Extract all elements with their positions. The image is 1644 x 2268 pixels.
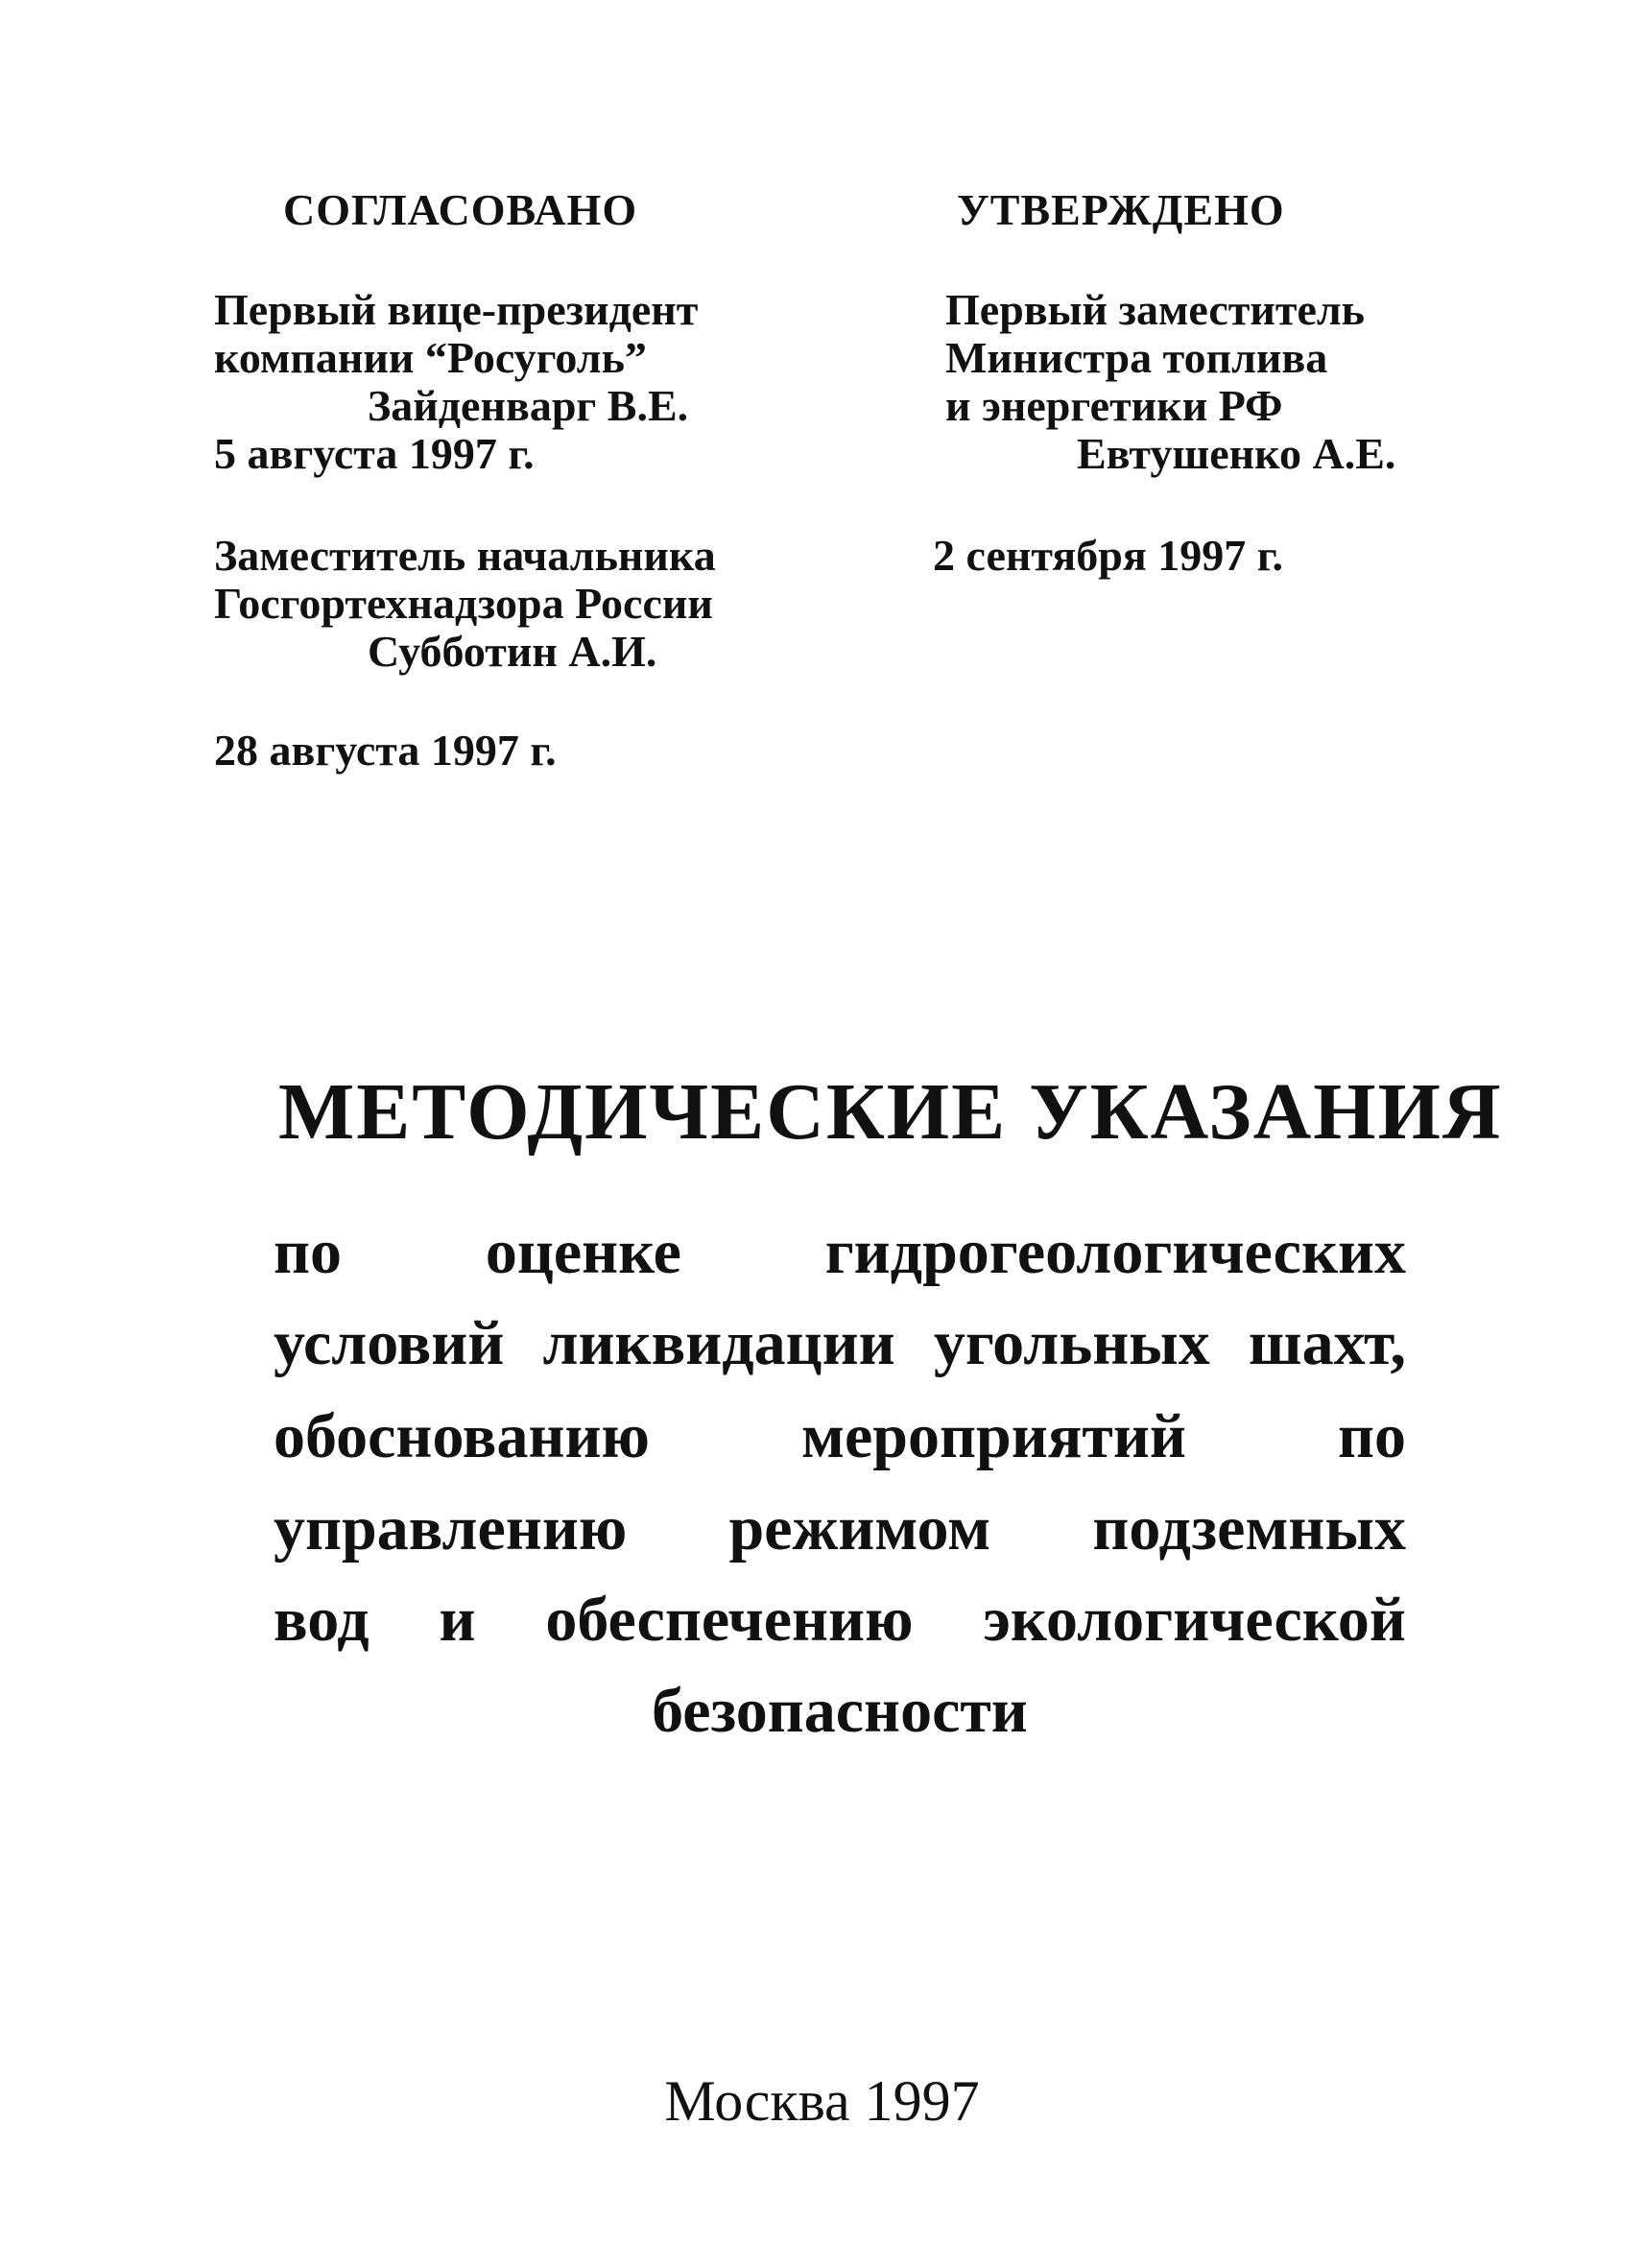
subtitle-word: подземных: [1092, 1493, 1406, 1564]
subtitle-line: [274, 1678, 1406, 1745]
subtitle-line: [274, 1587, 1406, 1654]
subtitle-word: обоснованию: [274, 1401, 650, 1471]
right-date: 2 сентября 1997 г.: [933, 531, 1283, 580]
subtitle-word: оценке: [485, 1217, 681, 1287]
subtitle-word: по: [1337, 1401, 1406, 1471]
left-group2-line-1: Заместитель начальника: [214, 531, 716, 580]
approval-heading-soglasovano: СОГЛАСОВАНО: [283, 185, 638, 234]
subtitle-word: ликвидации: [542, 1308, 895, 1378]
left-group1-signatory: Зайденварг В.Е.: [368, 381, 689, 430]
subtitle-line: [274, 1403, 1406, 1470]
left-group1-date: 5 августа 1997 г.: [214, 429, 535, 478]
subtitle-word: угольных: [933, 1308, 1210, 1378]
left-group2-line-2: Госгортехнадзора России: [214, 579, 713, 628]
subtitle-word: обеспечению: [545, 1585, 914, 1655]
subtitle-word: мероприятий: [801, 1401, 1186, 1471]
subtitle-word: управлению: [274, 1493, 628, 1564]
right-line-2: Министра топлива: [945, 333, 1328, 382]
subtitle-word: и: [439, 1585, 476, 1655]
subtitle-line: [274, 1219, 1406, 1286]
document-title: МЕТОДИЧЕСКИЕ УКАЗАНИЯ: [278, 1067, 1503, 1157]
left-group1-line-1: Первый вице-президент: [214, 285, 699, 334]
left-group2-signatory: Субботин А.И.: [368, 627, 657, 676]
subtitle-word: вод: [274, 1585, 369, 1655]
subtitle-word: безопасности: [652, 1676, 1028, 1746]
place-and-year: Москва 1997: [664, 2069, 980, 2133]
right-signatory: Евтушенко А.Е.: [1077, 429, 1396, 478]
subtitle-word: гидрогеологических: [824, 1217, 1406, 1287]
approval-heading-utverzhdeno: УТВЕРЖДЕНО: [957, 185, 1285, 234]
subtitle-word: экологической: [983, 1585, 1406, 1655]
subtitle-line: [274, 1495, 1406, 1563]
right-line-1: Первый заместитель: [945, 285, 1365, 334]
subtitle-word: условий: [274, 1308, 505, 1378]
right-line-3: и энергетики РФ: [945, 381, 1283, 430]
left-group2-date: 28 августа 1997 г.: [214, 726, 557, 775]
subtitle-word: по: [274, 1217, 343, 1287]
subtitle-word: шахт,: [1248, 1308, 1406, 1378]
subtitle-word: режимом: [728, 1493, 991, 1564]
subtitle-line: [274, 1310, 1406, 1377]
left-group1-line-2: компании “Росуголь”: [214, 333, 647, 382]
